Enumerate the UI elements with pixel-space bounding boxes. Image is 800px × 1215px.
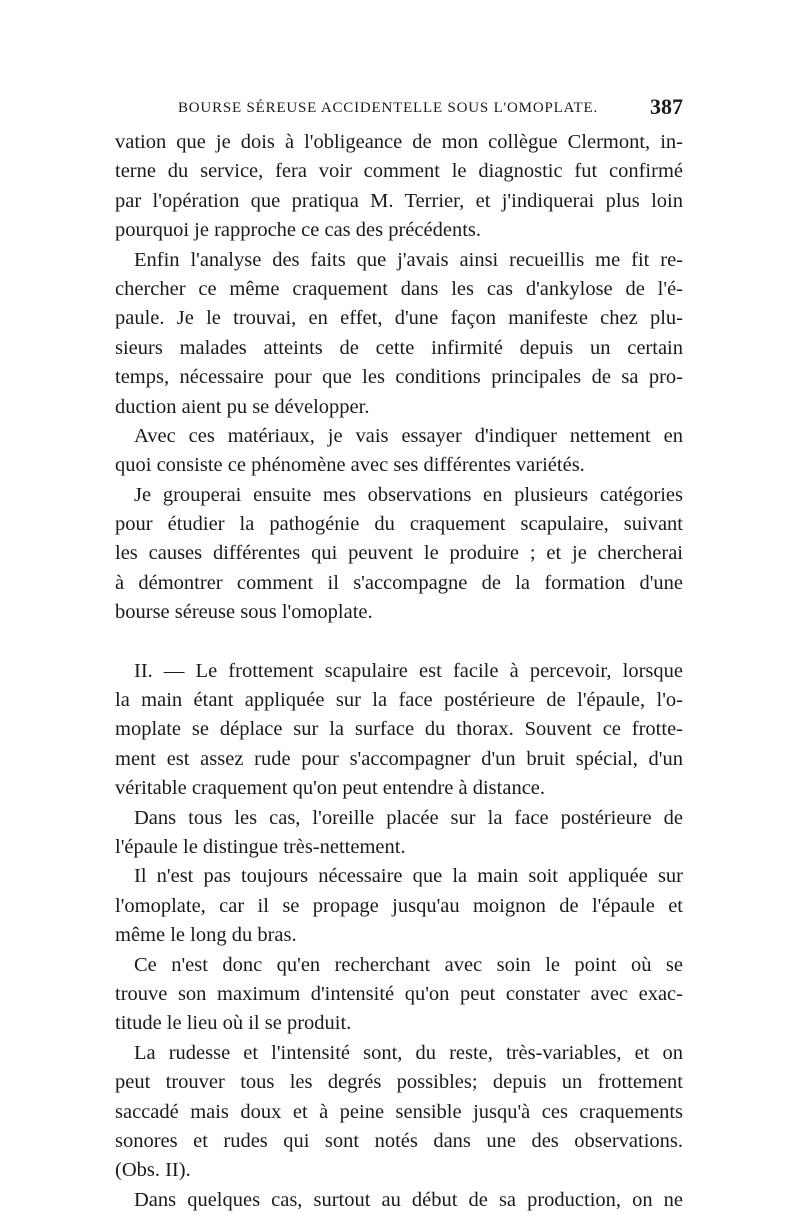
text-line: trouve son maximum d'intensité qu'on peut constater avec exac- <box>115 982 683 1005</box>
paragraph <box>115 804 683 863</box>
text-line: peut trouver tous les degrés possibles; depuis un frottement <box>115 1071 683 1094</box>
paragraph <box>115 951 683 1039</box>
text-line: pourquoi je rapproche ce cas des précédents. <box>115 219 481 242</box>
text-line: chercher ce même craquement dans les cas d'ankylose de l'é- <box>115 277 683 300</box>
text-line: Enfin l'analyse des faits que j'avais ainsi recueillis me fit re- <box>134 248 683 271</box>
paragraph <box>115 1039 683 1186</box>
text-line: ment est assez rude pour s'accompagner d'un bruit spécial, d'un <box>115 747 683 770</box>
paragraph <box>115 128 683 246</box>
text-line: saccadé mais doux et à peine sensible jusqu'à ces craquements <box>115 1100 683 1123</box>
text-line: paule. Je le trouvai, en effet, d'une façon manifeste chez plu- <box>115 307 683 330</box>
paragraph <box>115 1186 683 1215</box>
paragraph <box>115 246 683 422</box>
text-line: vation que je dois à l'obligeance de mon collègue Clermont, in- <box>115 131 683 153</box>
text-line: la main étant appliquée sur la face postérieure de l'épaule, l'o- <box>115 689 683 712</box>
text-line: les causes différentes qui peuvent le produire ; et je chercherai <box>115 542 683 565</box>
body-text <box>115 128 683 1215</box>
text-line: moplate se déplace sur la surface du thorax. Souvent ce frotte- <box>115 718 683 741</box>
text-line: La rudesse et l'intensité sont, du reste, très-variables, et on <box>134 1041 683 1064</box>
text-line: Dans quelques cas, surtout au début de sa production, on ne <box>134 1188 683 1211</box>
text-line: sonores et rudes qui sont notés dans une des observations. <box>115 1129 683 1152</box>
text-line: l'omoplate, car il se propage jusqu'au moignon de l'épaule et <box>115 894 683 917</box>
running-title: BOURSE SÉREUSE ACCIDENTELLE SOUS L'OMOPLATE. <box>178 100 599 116</box>
text-line: titude le lieu où il se produit. <box>115 1012 352 1035</box>
text-line: terne du service, fera voir comment le diagnostic fut confirmé <box>115 160 683 183</box>
text-line: Je grouperai ensuite mes observations en plusieurs catégories <box>134 483 683 506</box>
text-line: II. — Le frottement scapulaire est facile à percevoir, lorsque <box>134 659 683 682</box>
text-line: pour étudier la pathogénie du craquement scapulaire, suivant <box>115 513 683 536</box>
text-line: à démontrer comment il s'accompagne de la formation d'une <box>115 571 683 594</box>
text-line: véritable craquement qu'on peut entendre à distance. <box>115 777 546 800</box>
text-line: quoi consiste ce phénomène avec ses différentes variétés. <box>115 454 585 477</box>
page-number: 387 <box>650 94 683 119</box>
text-line: l'épaule le distingue très-nettement. <box>115 835 406 858</box>
page-header <box>178 94 683 124</box>
text-line: bourse séreuse sous l'omoplate. <box>115 601 373 624</box>
paragraph <box>115 657 683 804</box>
paragraph <box>115 862 683 950</box>
text-line: duction aient pu se développer. <box>115 395 370 418</box>
text-line: même le long du bras. <box>115 924 297 947</box>
text-line: par l'opération que pratiqua M. Terrier, et j'indiquerai plus loin <box>115 189 683 212</box>
text-line: Il n'est pas toujours nécessaire que la main soit appliquée sur <box>134 865 683 888</box>
text-line: Ce n'est donc qu'en recherchant avec soin le point où se <box>134 953 683 976</box>
paragraph <box>115 422 683 481</box>
paragraph <box>115 481 683 628</box>
text-line: temps, nécessaire pour que les conditions principales de sa pro- <box>115 366 683 389</box>
text-line: sieurs malades atteints de cette infirmité depuis un certain <box>115 336 683 359</box>
text-line: Dans tous les cas, l'oreille placée sur la face postérieure de <box>134 806 683 829</box>
text-line: (Obs. II). <box>115 1159 191 1182</box>
text-line: Avec ces matériaux, je vais essayer d'indiquer nettement en <box>134 424 683 447</box>
